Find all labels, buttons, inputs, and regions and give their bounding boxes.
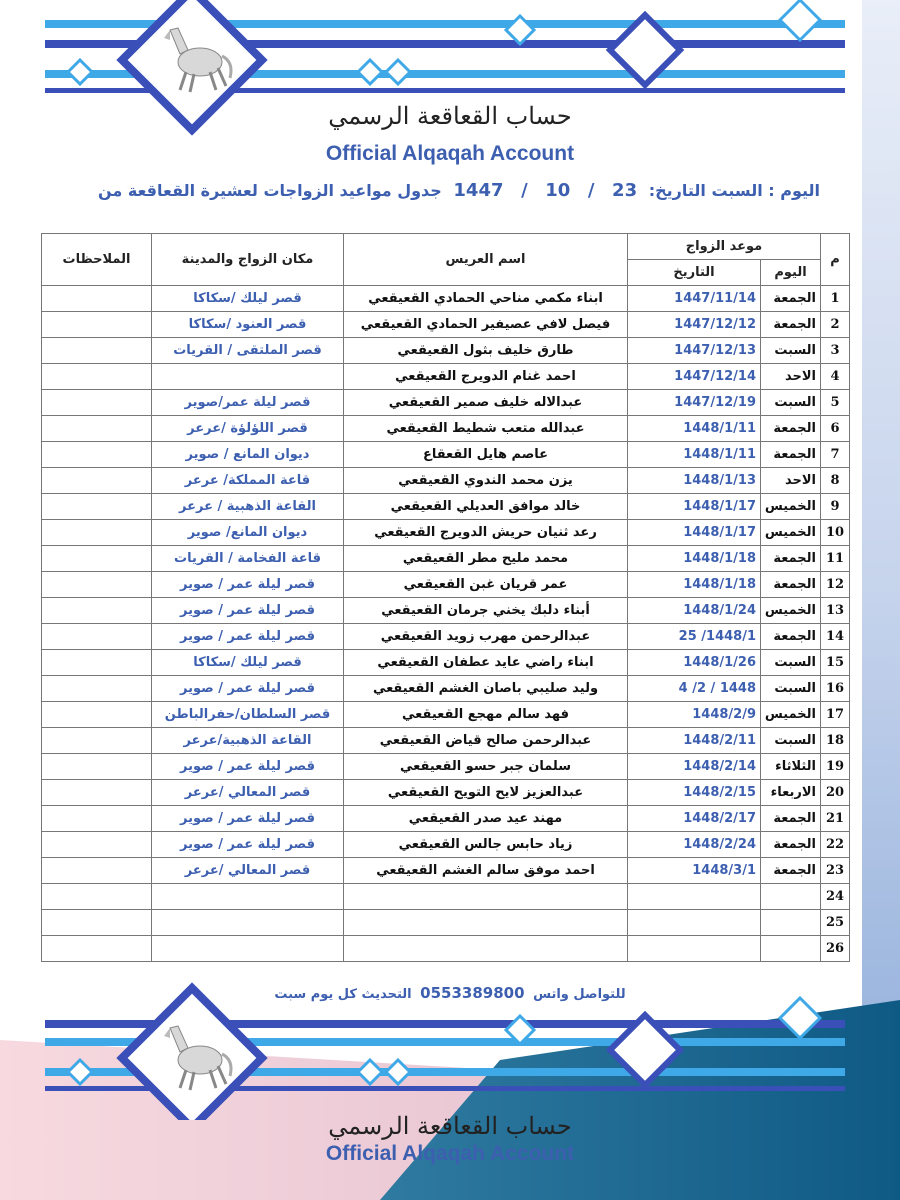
row-venue [152, 936, 344, 962]
row-notes [42, 832, 152, 858]
table-row [42, 442, 850, 468]
row-groom-name: وليد صليبي باصان الغشم القعيقعي [344, 676, 628, 702]
row-venue: قصر ليلة عمر / صوير [152, 676, 344, 702]
row-number: 13 [821, 598, 850, 624]
row-number: 17 [821, 702, 850, 728]
table-row [42, 650, 850, 676]
headline-day: 23 [612, 180, 638, 201]
row-day: الجمعة [761, 546, 821, 572]
row-venue: قصر المعالي /عرعر [152, 858, 344, 884]
table-row [42, 520, 850, 546]
row-venue: قاعة المملكة/ عرعر [152, 468, 344, 494]
row-notes [42, 312, 152, 338]
row-day: الجمعة [761, 572, 821, 598]
row-groom-name: أبناء دلبك يخني جرمان القعيقعي [344, 598, 628, 624]
row-day: الخميس [761, 702, 821, 728]
row-notes [42, 676, 152, 702]
table-row [42, 884, 850, 910]
row-number: 26 [821, 936, 850, 962]
row-number: 4 [821, 364, 850, 390]
row-date: 1447/12/14 [628, 364, 761, 390]
row-day: الاربعاء [761, 780, 821, 806]
table-row [42, 624, 850, 650]
row-groom-name: يزن محمد الندوي القعيقعي [344, 468, 628, 494]
row-date: 1447/12/19 [628, 390, 761, 416]
row-groom-name: طارق خليف بثول القعيقعي [344, 338, 628, 364]
row-notes [42, 650, 152, 676]
row-day: الجمعة [761, 442, 821, 468]
row-date [628, 910, 761, 936]
row-venue: قصر ليلة عمر / صوير [152, 572, 344, 598]
row-groom-name [344, 884, 628, 910]
row-venue [152, 364, 344, 390]
header-wedding-date: موعد الزواج [628, 234, 821, 260]
row-date: 1448/2/15 [628, 780, 761, 806]
row-notes [42, 520, 152, 546]
row-notes [42, 338, 152, 364]
row-date [628, 884, 761, 910]
row-day [761, 910, 821, 936]
headline-year: 1447 [453, 180, 504, 201]
row-venue: قصر ليلك /سكاكا [152, 286, 344, 312]
table-row [42, 312, 850, 338]
table-row [42, 832, 850, 858]
row-notes [42, 780, 152, 806]
row-notes [42, 494, 152, 520]
table-row [42, 780, 850, 806]
table-row [42, 702, 850, 728]
row-venue: قصر ليلة عمر / صوير [152, 832, 344, 858]
row-venue: قصر المعالي /عرعر [152, 780, 344, 806]
row-notes [42, 702, 152, 728]
header-place: مكان الزواج والمدينة [152, 234, 344, 286]
row-venue: قاعة الفخامة / القريات [152, 546, 344, 572]
row-day: الجمعة [761, 624, 821, 650]
row-notes [42, 884, 152, 910]
row-venue: قصر ليلة عمر / صوير [152, 754, 344, 780]
row-venue: قصر ليلة عمر / صوير [152, 624, 344, 650]
row-groom-name: فيصل لافي عصيفير الحمادي القعيقعي [344, 312, 628, 338]
account-title-en: Official Alqaqah Account [325, 142, 575, 165]
headline-sep1: / [587, 180, 595, 201]
row-venue [152, 884, 344, 910]
row-groom-name [344, 936, 628, 962]
footer-title-ar: حساب القعاقعة الرسمي [328, 1112, 572, 1140]
row-groom-name: زياد حابس جالس القعيقعي [344, 832, 628, 858]
row-number: 8 [821, 468, 850, 494]
row-date [628, 936, 761, 962]
row-day: الجمعة [761, 312, 821, 338]
table-row [42, 338, 850, 364]
row-groom-name: مهند عيد صدر القعيقعي [344, 806, 628, 832]
row-number: 16 [821, 676, 850, 702]
row-number: 1 [821, 286, 850, 312]
row-groom-name: عمر قريان غبن القعيقعي [344, 572, 628, 598]
row-date: 1448/2/17 [628, 806, 761, 832]
row-date: 1448/3/1 [628, 858, 761, 884]
update-note: التحديث كل يوم سبت [274, 987, 412, 1002]
row-date: 1448/1/11 [628, 442, 761, 468]
row-notes [42, 728, 152, 754]
row-day [761, 884, 821, 910]
row-venue: قصر ليلة عمر / صوير [152, 806, 344, 832]
row-day: الجمعة [761, 286, 821, 312]
row-date: 1448/1/17 [628, 520, 761, 546]
row-number: 2 [821, 312, 850, 338]
row-number: 23 [821, 858, 850, 884]
row-date: 1447/12/12 [628, 312, 761, 338]
row-notes [42, 572, 152, 598]
row-day: الاحد [761, 468, 821, 494]
table-row [42, 468, 850, 494]
row-number: 15 [821, 650, 850, 676]
row-groom-name: محمد مليح مطر القعيقعي [344, 546, 628, 572]
row-day: الخميس [761, 598, 821, 624]
row-day: الجمعة [761, 832, 821, 858]
header-num: م [821, 234, 850, 286]
row-date: 1448/1/ 25 [628, 624, 761, 650]
row-day [761, 936, 821, 962]
row-day: الجمعة [761, 806, 821, 832]
table-row [42, 936, 850, 962]
row-notes [42, 364, 152, 390]
row-date: 1447/11/14 [628, 286, 761, 312]
row-groom-name: عبدالاله خليف صمير القعيقعي [344, 390, 628, 416]
table-row [42, 910, 850, 936]
headline-sep2: / [521, 180, 528, 201]
row-number: 3 [821, 338, 850, 364]
row-number: 6 [821, 416, 850, 442]
row-date: 1448 / 2/ 4 [628, 676, 761, 702]
row-date: 1448/2/9 [628, 702, 761, 728]
table-row [42, 364, 850, 390]
weddings-table [41, 233, 850, 962]
row-venue [152, 910, 344, 936]
row-groom-name: فهد سالم مهجع القعيقعي [344, 702, 628, 728]
row-groom-name: احمد غنام الدويرج القعيقعي [344, 364, 628, 390]
schedule-headline [60, 180, 820, 201]
row-notes [42, 598, 152, 624]
row-groom-name: عبدالرحمن مهرب زويد القعيقعي [344, 624, 628, 650]
row-notes [42, 286, 152, 312]
row-venue: القاعة الذهبية / عرعر [152, 494, 344, 520]
row-date: 1448/1/26 [628, 650, 761, 676]
table-row [42, 546, 850, 572]
row-notes [42, 910, 152, 936]
row-notes [42, 442, 152, 468]
row-date: 1448/1/11 [628, 416, 761, 442]
row-day: الخميس [761, 494, 821, 520]
row-date: 1447/12/13 [628, 338, 761, 364]
row-day: الاحد [761, 364, 821, 390]
row-number: 20 [821, 780, 850, 806]
row-day: السبت [761, 728, 821, 754]
row-notes [42, 858, 152, 884]
row-notes [42, 390, 152, 416]
row-day: الخميس [761, 520, 821, 546]
table-row [42, 858, 850, 884]
row-date: 1448/1/17 [628, 494, 761, 520]
table-row [42, 754, 850, 780]
row-number: 11 [821, 546, 850, 572]
row-number: 7 [821, 442, 850, 468]
table-row [42, 494, 850, 520]
table-row [42, 416, 850, 442]
row-groom-name: رعد ثنيان حريش الدويرج القعيقعي [344, 520, 628, 546]
row-date: 1448/1/18 [628, 572, 761, 598]
row-notes [42, 546, 152, 572]
row-groom-name: عبدالعزيز لايح التويح القعيقعي [344, 780, 628, 806]
row-day: السبت [761, 650, 821, 676]
table-row [42, 806, 850, 832]
contact-prefix: للتواصل واتس [533, 987, 626, 1002]
row-groom-name: احمد موفق سالم الغشم القعيقعي [344, 858, 628, 884]
row-day: الثلاثاء [761, 754, 821, 780]
row-date: 1448/2/11 [628, 728, 761, 754]
header-date: التاريخ [628, 260, 761, 286]
row-day: الجمعة [761, 416, 821, 442]
row-groom-name: عبدالرحمن صالح قياض القعيقعي [344, 728, 628, 754]
row-notes [42, 936, 152, 962]
row-number: 14 [821, 624, 850, 650]
row-number: 18 [821, 728, 850, 754]
row-venue: قصر العنود /سكاكا [152, 312, 344, 338]
header-notes: الملاحظات [42, 234, 152, 286]
table-row [42, 286, 850, 312]
row-date: 1448/1/24 [628, 598, 761, 624]
account-title-ar: حساب القعاقعة الرسمي [328, 102, 572, 130]
row-number: 19 [821, 754, 850, 780]
row-groom-name: عبدالله متعب شطيط القعيقعي [344, 416, 628, 442]
row-venue: ديوان المانع/ صوير [152, 520, 344, 546]
table-row [42, 572, 850, 598]
headline-prefix: اليوم : السبت التاريخ: [648, 181, 820, 200]
row-day: السبت [761, 338, 821, 364]
row-number: 22 [821, 832, 850, 858]
row-groom-name: ابناء مكمي مناحي الحمادي القعيقعي [344, 286, 628, 312]
footer-title-en: Official Alqaqah Account [325, 1142, 575, 1165]
row-date: 1448/2/14 [628, 754, 761, 780]
row-notes [42, 806, 152, 832]
row-groom-name: خالد موافق العديلي القعيقعي [344, 494, 628, 520]
row-day: السبت [761, 390, 821, 416]
row-number: 10 [821, 520, 850, 546]
row-notes [42, 468, 152, 494]
row-date: 1448/1/13 [628, 468, 761, 494]
row-number: 21 [821, 806, 850, 832]
row-groom-name: ابناء راضي عايد عطفان القعيقعي [344, 650, 628, 676]
row-venue: قصر الملتقى / القريات [152, 338, 344, 364]
row-venue: القاعة الذهبية/عرعر [152, 728, 344, 754]
row-venue: قصر ليلة عمر / صوير [152, 598, 344, 624]
row-date: 1448/1/18 [628, 546, 761, 572]
row-day: السبت [761, 676, 821, 702]
row-notes [42, 754, 152, 780]
row-venue: قصر ليلك /سكاكا [152, 650, 344, 676]
row-groom-name: عاصم هايل القعقاع [344, 442, 628, 468]
row-number: 5 [821, 390, 850, 416]
contact-line [0, 984, 900, 1002]
row-number: 24 [821, 884, 850, 910]
header-day: اليوم [761, 260, 821, 286]
row-number: 25 [821, 910, 850, 936]
row-day: الجمعة [761, 858, 821, 884]
header-groom: اسم العريس [344, 234, 628, 286]
table-row [42, 598, 850, 624]
row-number: 12 [821, 572, 850, 598]
row-groom-name: سلمان جبر حسو القعيقعي [344, 754, 628, 780]
table-row [42, 728, 850, 754]
row-venue: ديوان المانع / صوير [152, 442, 344, 468]
headline-suffix: جدول مواعيد الزواجات لعشيرة القعاقعة من [97, 181, 442, 200]
row-venue: قصر السلطان/حفرالباطن [152, 702, 344, 728]
table-row [42, 676, 850, 702]
table-row [42, 390, 850, 416]
headline-month: 10 [545, 180, 571, 201]
row-date: 1448/2/24 [628, 832, 761, 858]
row-groom-name [344, 910, 628, 936]
row-venue: قصر اللؤلؤة /عرعر [152, 416, 344, 442]
row-venue: قصر ليلة عمر/صوير [152, 390, 344, 416]
row-notes [42, 624, 152, 650]
row-notes [42, 416, 152, 442]
row-number: 9 [821, 494, 850, 520]
contact-phone[interactable]: 0553389800 [420, 984, 525, 1002]
